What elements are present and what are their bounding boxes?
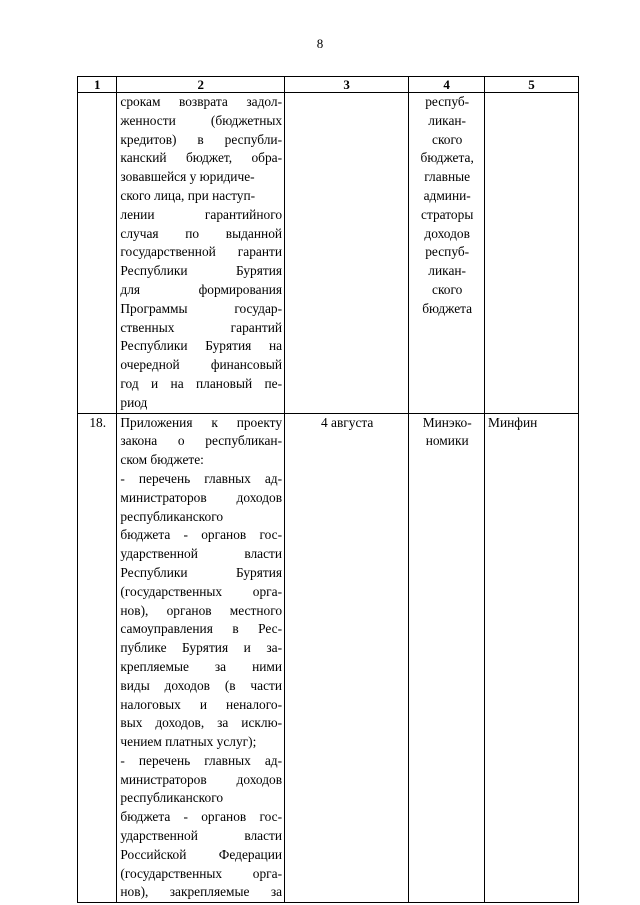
table-row-continued — [78, 93, 579, 414]
cell-text-line: нов), закрепляемые за — [120, 884, 283, 900]
cell-text-line: ского — [432, 281, 463, 297]
row-recipient — [485, 93, 579, 414]
header-cell-1: 1 — [78, 77, 117, 93]
cell-text-line: ском бюджете: — [120, 452, 204, 468]
cell-text-line: доходов — [424, 225, 470, 241]
cell-text-line: Республики Бурятия — [120, 564, 283, 580]
cell-text-line: Программы государ- — [120, 300, 283, 316]
row-description — [117, 413, 285, 903]
cell-text-line: (государственных орга- — [120, 865, 283, 881]
cell-text-line: закона о республикан- — [120, 433, 283, 449]
header-cell-3: 3 — [285, 77, 409, 93]
table-header-row — [78, 77, 579, 93]
row-recipient: Минфин — [485, 413, 579, 903]
cell-text-line: для формирования — [120, 281, 283, 297]
row-description — [117, 93, 285, 414]
cell-text-line: республиканского — [120, 790, 224, 806]
cell-text-line: Республики Бурятия на — [120, 338, 283, 354]
cell-text-line: вых доходов, за исклю- — [120, 715, 283, 731]
cell-text-line: ского — [432, 131, 463, 147]
cell-text-line: главные — [424, 169, 471, 185]
row-number — [78, 93, 117, 414]
cell-text-line: лении гарантийного — [120, 206, 283, 222]
cell-text-line: зовавшейся у юридиче- — [120, 169, 255, 185]
cell-text-line: - перечень главных ад- — [120, 470, 283, 486]
cell-text-line: Минэко- — [422, 414, 472, 430]
row-number: 18. — [78, 413, 117, 903]
header-cell-2: 2 — [117, 77, 285, 93]
cell-text-line: министраторов доходов — [120, 771, 283, 787]
row-responsible — [409, 93, 485, 414]
cell-text-line: бюджета - органов гос- — [120, 527, 283, 543]
cell-text-line: страторы — [421, 206, 474, 222]
cell-text-line: виды доходов (в части — [120, 677, 283, 693]
cell-text-line: ударственной власти — [120, 546, 283, 562]
cell-text-line: ского лица, при наступ- — [120, 187, 256, 203]
cell-text-line: случая по выданной — [120, 225, 283, 241]
row-deadline — [285, 93, 409, 414]
cell-text-line: бюджета, — [420, 150, 474, 166]
table-row-18 — [78, 413, 579, 903]
header-cell-5: 5 — [485, 77, 579, 93]
cell-text-line: ственных гарантий — [120, 319, 283, 335]
cell-text-line: респуб- — [425, 94, 470, 109]
cell-text-line: государственной гаранти — [120, 244, 283, 260]
cell-text-line: срокам возврата задол- — [120, 94, 283, 109]
page-number: 8 — [316, 36, 324, 51]
cell-text-line: канский бюджет, обра- — [120, 150, 283, 166]
row-responsible — [409, 413, 485, 903]
row-deadline: 4 августа — [285, 413, 409, 903]
cell-text-line: бюджета — [422, 300, 473, 316]
cell-text-line: (государственных орга- — [120, 583, 283, 599]
cell-text-line: Приложения к проекту — [120, 414, 283, 430]
cell-text-line: респуб- — [425, 244, 470, 260]
cell-text-line: админи- — [423, 187, 471, 203]
header-cell-4: 4 — [409, 77, 485, 93]
cell-text-line: риод — [120, 394, 148, 410]
cell-text-line: чением платных услуг); — [120, 734, 257, 750]
cell-text-line: крепляемые за ними — [120, 658, 283, 674]
cell-text-line: нов), органов местного — [120, 602, 283, 618]
cell-text-line: ударственной власти — [120, 828, 283, 844]
cell-text-line: Республики Бурятия — [120, 263, 283, 279]
cell-text-line: публике Бурятия и за- — [120, 640, 283, 656]
cell-text-line: республиканского — [120, 508, 224, 524]
cell-text-line: бюджета - органов гос- — [120, 809, 283, 825]
cell-text-line: ликан- — [428, 263, 467, 279]
cell-text-line: номики — [425, 433, 469, 449]
cell-text-line: женности (бюджетных — [120, 112, 283, 128]
cell-text-line: Российской Федерации — [120, 846, 283, 862]
cell-text-line: - перечень главных ад- — [120, 752, 283, 768]
cell-text-line: налоговых и неналого- — [120, 696, 283, 712]
cell-text-line: кредитов) в республи- — [120, 131, 283, 147]
cell-text-line: год и на плановый пе- — [120, 375, 283, 391]
cell-text-line: министраторов доходов — [120, 489, 283, 505]
cell-text-line: ликан- — [428, 112, 467, 128]
cell-text-line: очередной финансовый — [120, 357, 283, 373]
cell-text-line: самоуправления в Рес- — [120, 621, 283, 637]
schedule-table — [77, 76, 579, 903]
